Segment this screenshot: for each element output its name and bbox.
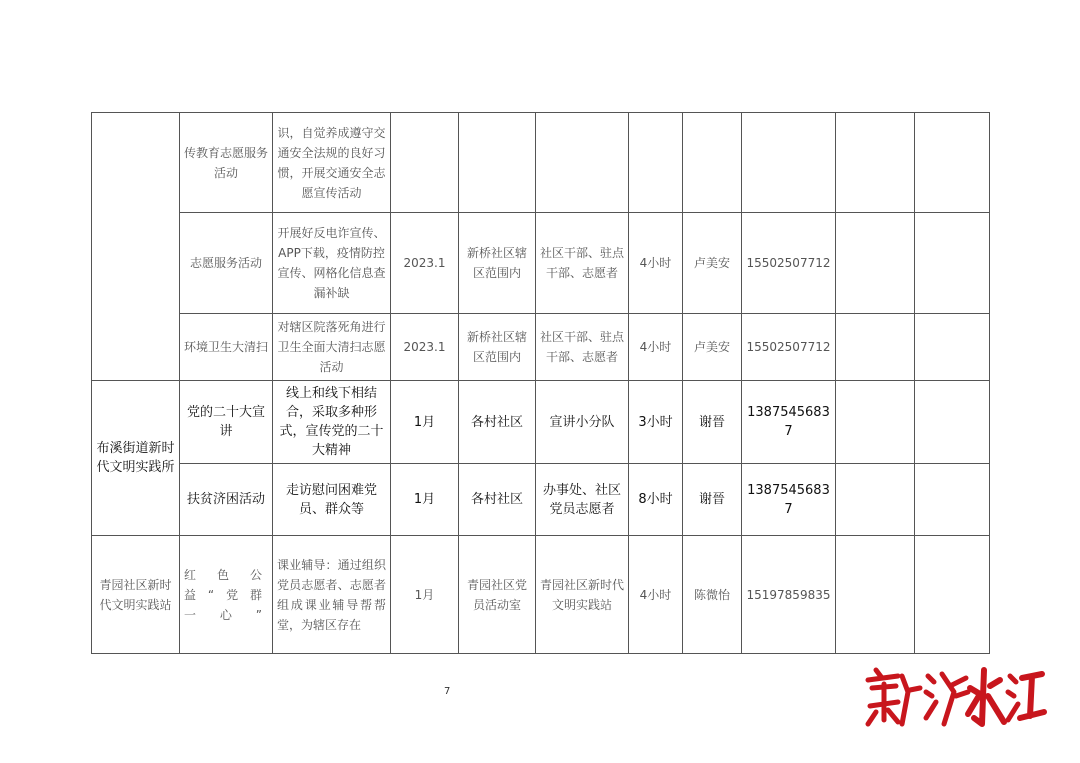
table-row <box>92 314 990 381</box>
extra-cell <box>915 536 990 654</box>
content-cell: 识，自觉养成遵守交通安全法规的良好习惯，开展交通安全志愿宣传活动 <box>273 113 391 213</box>
phone-cell: 15197859835 <box>742 536 836 654</box>
place-cell: 新桥社区辖区范围内 <box>459 314 536 381</box>
people-cell <box>536 113 629 213</box>
project-cell: 扶贫济困活动 <box>180 464 273 536</box>
content-cell: 走访慰问困难党员、群众等 <box>273 464 391 536</box>
time-cell: 1月 <box>391 536 459 654</box>
extra-cell <box>836 213 915 314</box>
time-cell <box>391 113 459 213</box>
extra-cell <box>836 536 915 654</box>
duration-cell: 4小时 <box>629 314 683 381</box>
phone-cell: 13875456837 <box>742 464 836 536</box>
unit-cell-empty <box>92 113 180 381</box>
project-cell: 传教育志愿服务活动 <box>180 113 273 213</box>
table-row <box>92 464 990 536</box>
extra-cell <box>915 464 990 536</box>
xinxiang-shuijiang-logo-icon <box>858 662 1048 734</box>
table-row <box>92 213 990 314</box>
extra-cell <box>836 314 915 381</box>
extra-cell <box>915 113 990 213</box>
people-cell: 宣讲小分队 <box>536 381 629 464</box>
time-cell: 2023.1 <box>391 213 459 314</box>
people-cell: 办事处、社区党员志愿者 <box>536 464 629 536</box>
people-cell: 社区干部、驻点干部、志愿者 <box>536 314 629 381</box>
extra-cell <box>836 381 915 464</box>
table-row <box>92 113 990 213</box>
time-cell: 2023.1 <box>391 314 459 381</box>
unit-cell: 青园社区新时代文明实践站 <box>92 536 180 654</box>
duration-cell <box>629 113 683 213</box>
content-cell: 线上和线下相结合，采取多种形式，宣传党的二十大精神 <box>273 381 391 464</box>
extra-cell <box>836 113 915 213</box>
duration-cell: 8小时 <box>629 464 683 536</box>
duration-cell: 4小时 <box>629 213 683 314</box>
phone-cell: 15502507712 <box>742 213 836 314</box>
extra-cell <box>836 464 915 536</box>
phone-cell: 15502507712 <box>742 314 836 381</box>
extra-cell <box>915 213 990 314</box>
place-cell: 新桥社区辖区范围内 <box>459 213 536 314</box>
contact-cell: 谢晉 <box>683 381 742 464</box>
duration-cell: 4小时 <box>629 536 683 654</box>
place-cell: 各村社区 <box>459 464 536 536</box>
extra-cell <box>915 314 990 381</box>
contact-cell <box>683 113 742 213</box>
unit-cell: 布溪街道新时代文明实践所 <box>92 381 180 536</box>
project-cell: 志愿服务活动 <box>180 213 273 314</box>
project-cell: 环境卫生大清扫 <box>180 314 273 381</box>
place-cell: 各村社区 <box>459 381 536 464</box>
table-row <box>92 381 990 464</box>
contact-cell: 卢美安 <box>683 314 742 381</box>
project-cell: 党的二十大宣讲 <box>180 381 273 464</box>
content-cell: 课业辅导：通过组织党员志愿者、志愿者组成课业辅导帮帮堂，为辖区存在 <box>273 536 391 654</box>
people-cell: 社区干部、驻点干部、志愿者 <box>536 213 629 314</box>
time-cell: 1月 <box>391 464 459 536</box>
project-cell: 红色公益“党群一心” <box>180 536 273 654</box>
phone-cell <box>742 113 836 213</box>
contact-cell: 陈微怡 <box>683 536 742 654</box>
place-cell <box>459 113 536 213</box>
content-cell: 对辖区院落死角进行卫生全面大清扫志愿活动 <box>273 314 391 381</box>
people-cell: 青园社区新时代文明实践站 <box>536 536 629 654</box>
place-cell: 青园社区党员活动室 <box>459 536 536 654</box>
extra-cell <box>915 381 990 464</box>
activity-table <box>91 112 990 654</box>
page-number: 7 <box>444 686 451 697</box>
content-cell: 开展好反电诈宣传、APP下载，疫情防控宣传、网格化信息查漏补缺 <box>273 213 391 314</box>
phone-cell: 13875456837 <box>742 381 836 464</box>
table-row <box>92 536 990 654</box>
contact-cell: 卢美安 <box>683 213 742 314</box>
contact-cell: 谢晉 <box>683 464 742 536</box>
duration-cell: 3小时 <box>629 381 683 464</box>
time-cell: 1月 <box>391 381 459 464</box>
